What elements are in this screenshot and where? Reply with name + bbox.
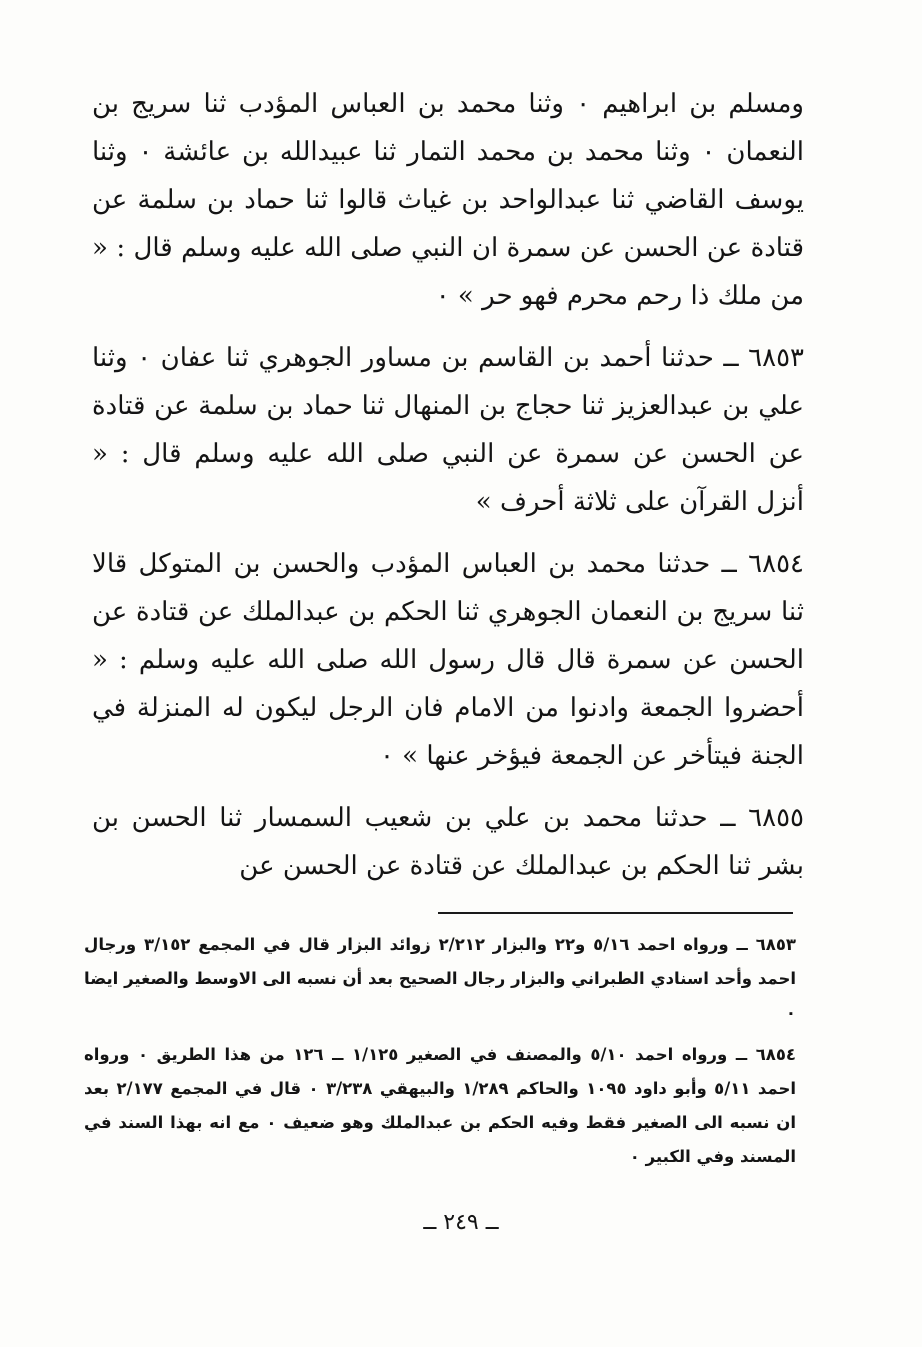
hadith-paragraph-6855: ٦٨٥٥ ــ حدثنا محمد بن علي بن شعيب السمسار ثنا الحسن بن بشر ثنا الحكم بن عبدالملك عن قتادة عن الحسن عن (92, 803, 804, 881)
footnote-divider (438, 912, 793, 914)
hadith-paragraph-6853: ٦٨٥٣ ــ حدثنا أحمد بن القاسم بن مساور الجوهري ثنا عفان ٠ وثنا علي بن عبدالعزيز ثنا حجاج بن المنهال ثنا حماد بن سلمة عن قتادة عن الحسن عن سمرة عن النبي صلى الله عليه وسلم قال : « أنزل القرآن على ثلاثة أحرف » (92, 343, 804, 517)
page-number: ــ ٢٤٩ ــ (423, 1210, 499, 1235)
footnote-6854: ٦٨٥٤ ــ ورواه احمد ٥/١٠ والمصنف في الصغير ١/١٢٥ ــ ١٢٦ من هذا الطريق ٠ ورواه احمد ٥/١١ وأبو داود ١٠٩٥ والحاكم ١/٢٨٩ والبيهقي ٣/٢٣٨ ٠ قال في المجمع ٢/١٧٧ بعد ان نسبه الى الصغير فقط وفيه الحكم بن عبدالملك وهو ضعيف ٠ مع انه بهذا السند في المسند وفي الكبير ٠ (84, 1045, 797, 1166)
footnote-6853: ٦٨٥٣ ــ ورواه احمد ٥/١٦ و٢٢ والبزار ٢/٢١٢ زوائد البزار قال في المجمع ٣/١٥٢ ورجال احمد وأحد اسنادي الطبراني والبزار رجال الصحيح بعد أن نسبه الى الاوسط والصغير ايضا ٠ (84, 935, 796, 1022)
footnotes-section (84, 928, 796, 1182)
hadith-paragraph-continuation: ومسلم بن ابراهيم ٠ وثنا محمد بن العباس المؤدب ثنا سريج بن النعمان ٠ وثنا محمد بن محمد التمار ثنا عبيدالله بن عائشة ٠ وثنا يوسف القاضي ثنا عبدالواحد بن غياث قالوا ثنا حماد بن سلمة عن قتادة عن الحسن عن سمرة ان النبي صلى الله عليه وسلم قال : « من ملك ذا رحم محرم فهو حر » ٠ (92, 89, 804, 311)
hadith-text-body (92, 80, 804, 904)
hadith-paragraph-6854: ٦٨٥٤ ــ حدثنا محمد بن العباس المؤدب والحسن بن المتوكل قالا ثنا سريج بن النعمان الجوهري ثنا الحكم بن عبدالملك عن قتادة عن الحسن عن سمرة قال قال رسول الله صلى الله عليه وسلم : « أحضروا الجمعة وادنوا من الامام فان الرجل ليكون له المنزلة في الجنة فيتأخر عن الجمعة فيؤخر عنها » ٠ (92, 549, 805, 771)
